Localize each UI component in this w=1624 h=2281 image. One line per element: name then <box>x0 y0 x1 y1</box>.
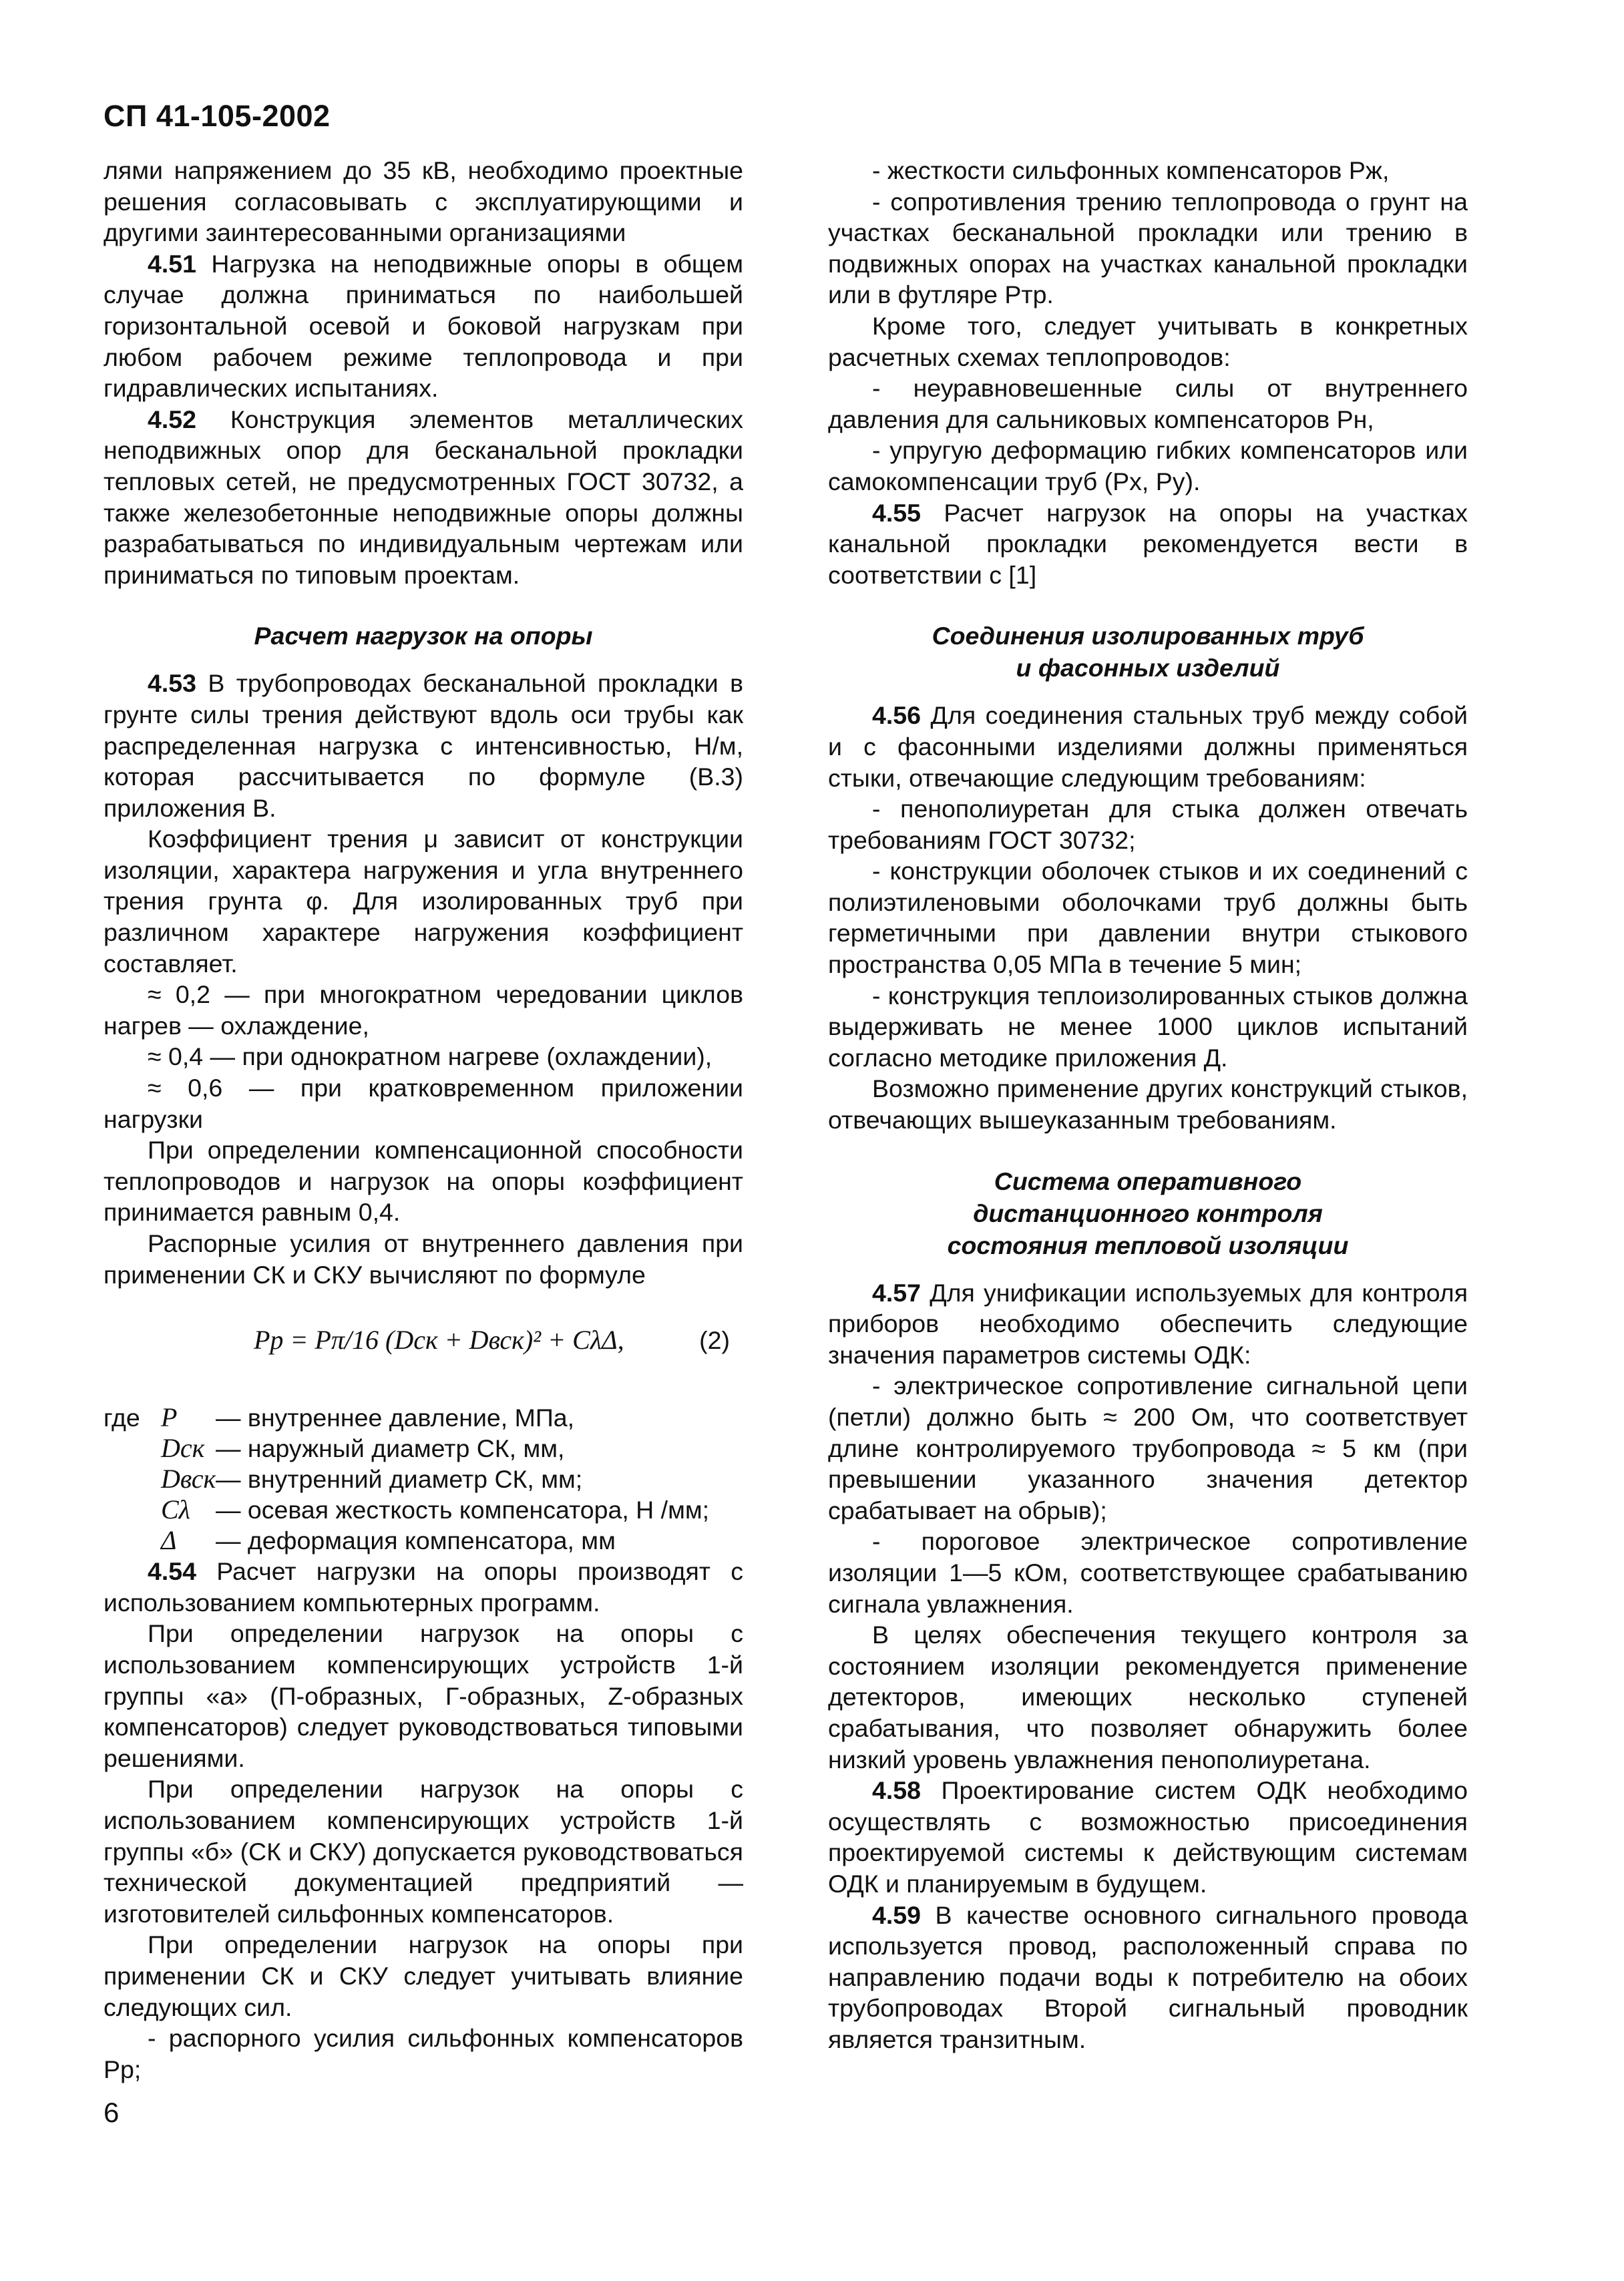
clause-text: Для унификации используемых для контроля приборов необходимо обеспечить следующие значения параметров системы ОДК: <box>828 1278 1468 1369</box>
paragraph: лями напряжением до 35 кВ, необходимо проектные решения согласовывать с эксплуатирующими и другими заинтересованными организациями <box>104 156 743 247</box>
clause-number: 4.55 <box>872 498 921 527</box>
clause-text: Расчет нагрузок на опоры на участках канальной прокладки рекомендуется вести в соответствии с [1] <box>828 498 1468 589</box>
paragraph: Коэффициент трения μ зависит от конструкции изоляции, характера нагружения и угла внутреннего трения грунта φ. Для изолированных труб при различном характере нагружения коэффициент составляет. <box>104 825 743 978</box>
paragraph: Распорные усилия от внутреннего давления при применении СК и СКУ вычисляют по формуле <box>104 1229 743 1289</box>
clause-4-52 <box>104 404 743 591</box>
clause-text: Для соединения стальных труб между собой и с фасонными изделиями должны применяться стыки, отвечающие следующим требованиям: <box>828 701 1468 792</box>
list-item: - пенополиуретан для стыка должен отвечать требованиям ГОСТ 30732; <box>828 795 1468 854</box>
document-code: СП 41-105-2002 <box>104 99 331 133</box>
clause-4-53 <box>104 668 743 823</box>
definition-row: Dвск — внутренний диаметр СК, мм; <box>161 1464 583 1494</box>
section-heading: Система оперативного дистанционного контроля состояния тепловой изоляции <box>947 1167 1349 1259</box>
clause-number: 4.52 <box>148 405 196 433</box>
clause-number: 4.58 <box>872 1776 921 1805</box>
list-item: ≈ 0,2 — при многократном чередовании циклов нагрев — охлаждение, <box>104 980 743 1040</box>
clause-text: В трубопроводах бесканальной прокладки в грунте силы трения действуют вдоль оси трубы как распределенная нагрузка с интенсивностью, Н/м, которая рассчитывается по формуле (В.3) приложения В. <box>104 669 743 822</box>
clause-number: 4.54 <box>148 1557 196 1586</box>
list-item: ≈ 0,6 — при кратковременном приложении нагрузки <box>104 1074 743 1133</box>
paragraph: При определении компенсационной способности теплопроводов и нагрузок на опоры коэффициент принимается равным 0,4. <box>104 1136 743 1227</box>
paragraph: Кроме того, следует учитывать в конкретных расчетных схемах теплопроводов: <box>828 311 1468 371</box>
clause-text: В качестве основного сигнального провода используется провод, расположенный справа по направлению подачи воды к потребителю на обоих трубопроводах Второй сигнальный проводник является транзитным. <box>828 1900 1468 2053</box>
formula <box>104 1298 743 1398</box>
list-item: - упругую деформацию гибких компенсаторов или самокомпенсации труб (Px, Py). <box>828 436 1468 495</box>
list-item: - жесткости сильфонных компенсаторов Pж, <box>872 156 1390 184</box>
list-item: ≈ 0,4 — при однократном нагреве (охлаждении), <box>148 1042 713 1071</box>
clause-number: 4.51 <box>148 249 196 278</box>
list-item: - неуравновешенные силы от внутреннего давления для сальниковых компенсаторов Pн, <box>828 374 1468 433</box>
clause-4-57 <box>828 1277 1468 1371</box>
list-item: - электрическое сопротивление сигнальной цепи (петли) должно быть ≈ 200 Ом, что соответствует длине контролируемого трубопровода ≈ 5 км (при превышении указанного значения детектор срабатывает на обрыв); <box>828 1372 1468 1524</box>
definition-row: Δ — деформация компенсатора, мм <box>161 1525 616 1556</box>
paragraph: В целях обеспечения текущего контроля за состоянием изоляции рекомендуется применение детекторов, имеющих несколько ступеней срабатывания, что позволяет обнаружить более низкий уровень увлажнения пенополиуретана. <box>828 1621 1468 1774</box>
clause-number: 4.59 <box>872 1900 921 1929</box>
list-item: - пороговое электрическое сопротивление изоляции 1—5 кОм, соответствующее срабатыванию сигнала увлажнения. <box>828 1527 1468 1618</box>
left-column <box>104 155 743 2085</box>
paragraph: При определении нагрузок на опоры при применении СК и СКУ следует учитывать влияние следующих сил. <box>104 1930 743 2021</box>
right-column <box>828 155 1468 2055</box>
definition-row: где P — внутреннее давление, МПа, <box>104 1402 575 1433</box>
paragraph: Возможно применение других конструкций стыков, отвечающих вышеуказанным требованиям. <box>828 1074 1468 1134</box>
clause-text: Проектирование систем ОДК необходимо осуществлять с возможностью присоединения проектируемой системы к действующим системам ОДК и планируемым в будущем. <box>828 1776 1468 1898</box>
definition-row: Cλ — осевая жесткость компенсатора, Н /мм; <box>161 1494 710 1525</box>
clause-number: 4.53 <box>148 669 196 698</box>
list-item: - конструкция теплоизолированных стыков должна выдерживать не менее 1000 циклов испытаний согласно методике приложения Д. <box>828 981 1468 1072</box>
paragraph: При определении нагрузок на опоры с использованием компенсирующих устройств 1-й группы «б» (СК и СКУ) допускается руководствоваться технической документацией предприятий — изготовителей сильфонных компенсаторов. <box>104 1775 743 1928</box>
definition-row: Dск — наружный диаметр СК, мм, <box>161 1433 565 1464</box>
clause-number: 4.57 <box>872 1278 921 1307</box>
paragraph: При определении нагрузок на опоры с использованием компенсирующих устройств 1-й группы «а» (П-образных, Г-образных, Z-образных компенсаторов) следует руководствоваться типовыми решениями. <box>104 1619 743 1772</box>
section-heading: Соединения изолированных труб и фасонных изделий <box>932 622 1364 682</box>
clause-number: 4.56 <box>872 701 921 730</box>
formula-expression: Pp = Pπ/16 (Dск + Dвск)² + CλΔ, <box>254 1325 624 1356</box>
clause-4-51 <box>104 248 743 404</box>
clause-text: Конструкция элементов металлических неподвижных опор для бесканальной прокладки тепловых сетей, не предусмотренных ГОСТ 30732, а также железобетонные неподвижные опоры должны разрабатываться по индивидуальным чертежам или приниматься по типовым проектам. <box>104 405 743 589</box>
clause-4-55 <box>828 497 1468 591</box>
list-item: - распорного усилия сильфонных компенсаторов Pр; <box>104 2024 743 2083</box>
clause-4-58 <box>828 1775 1468 1899</box>
clause-4-59 <box>828 1900 1468 2055</box>
section-heading: Расчет нагрузок на опоры <box>254 622 593 650</box>
list-item: - конструкции оболочек стыков и их соединений с полиэтиленовыми оболочками труб должны быть герметичными при давлении внутри стыкового пространства 0,05 МПа в течение 5 мин; <box>828 857 1468 979</box>
symbol-definitions <box>104 1402 743 1556</box>
formula-number: (2) <box>699 1326 730 1355</box>
clause-text: Нагрузка на неподвижные опоры в общем случае должна приниматься по наибольшей горизонтальной осевой и боковой нагрузкам при любом рабочем режиме теплопровода и при гидравлических испытаниях. <box>104 249 743 403</box>
clause-text: Расчет нагрузки на опоры производят с использованием компьютерных программ. <box>104 1557 743 1617</box>
clause-4-54 <box>104 1556 743 1618</box>
list-item: - сопротивления трению теплопровода о грунт на участках бесканальной прокладки или трению в подвижных опорах на участках канальной прокладки или в футляре Pтр. <box>828 187 1468 309</box>
page-number: 6 <box>104 2097 120 2128</box>
clause-4-56 <box>828 700 1468 793</box>
